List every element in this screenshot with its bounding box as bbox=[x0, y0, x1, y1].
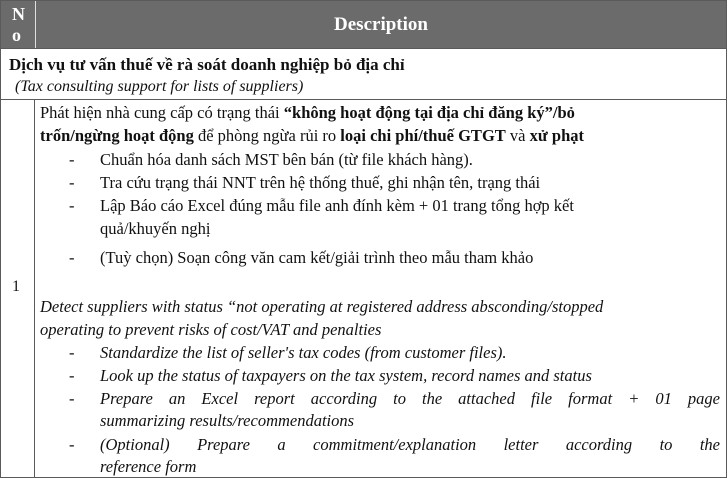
en-item-2-dash: - bbox=[69, 366, 75, 385]
en-intro-line1: Detect suppliers with status “not operating at registered address absconding/stopped bbox=[40, 297, 604, 316]
header-no-cell bbox=[1, 1, 36, 48]
section-title-en: (Tax consulting support for lists of suppliers) bbox=[15, 78, 304, 95]
vi-item-2-dash: - bbox=[69, 173, 75, 192]
row-description-cell bbox=[34, 100, 726, 477]
row-number: 1 bbox=[12, 278, 20, 295]
en-item-1-dash: - bbox=[69, 343, 75, 362]
header-no-line2: o bbox=[12, 25, 21, 45]
en-item-4-dash: - bbox=[69, 435, 75, 454]
en-item-4-cont: reference form bbox=[100, 457, 197, 476]
header-description: Description bbox=[334, 14, 428, 35]
vi-intro-and: và bbox=[505, 126, 530, 145]
vi-item-2: Tra cứu trạng thái NNT trên hệ thống thuế, ghi nhận tên, trạng thái bbox=[100, 173, 541, 192]
vi-intro-text2: để phòng ngừa rủi ro bbox=[193, 126, 341, 145]
vi-intro-status: “không hoạt động tại địa chỉ đăng ký”/bỏ bbox=[283, 103, 575, 122]
vi-item-1: Chuẩn hóa danh sách MST bên bán (từ file khách hàng). bbox=[100, 150, 473, 169]
en-item-3-cont: summarizing results/recommendations bbox=[100, 411, 355, 430]
vi-item-3: Lập Báo cáo Excel đúng mẫu file anh đính kèm + 01 trang tổng hợp kết bbox=[100, 196, 574, 215]
en-item-3-dash: - bbox=[69, 389, 75, 408]
vi-intro-penalty: xử phạt bbox=[529, 126, 584, 145]
section-title-vi: Dịch vụ tư vấn thuế về rà soát doanh nghiệp bỏ địa chỉ bbox=[9, 55, 405, 74]
vi-intro-line1 bbox=[40, 102, 575, 123]
en-item-1: Standardize the list of seller's tax codes (from customer files). bbox=[100, 343, 507, 362]
header-no-line1: N bbox=[12, 4, 25, 24]
en-item-2: Look up the status of taxpayers on the tax system, record names and status bbox=[100, 366, 592, 385]
vi-intro-line2 bbox=[40, 125, 584, 146]
vi-intro-risk: loại chi phí/thuế GTGT bbox=[340, 126, 506, 145]
table-header bbox=[1, 1, 726, 48]
en-item-4: (Optional) Prepare a commitment/explanation letter according to the bbox=[100, 435, 720, 454]
vi-item-4: (Tuỳ chọn) Soạn công văn cam kết/giải trình theo mẫu tham khảo bbox=[100, 248, 534, 267]
vi-item-1-dash: - bbox=[69, 150, 75, 169]
vi-intro-status-cont: trốn/ngừng hoạt động bbox=[40, 126, 194, 145]
section-row bbox=[1, 48, 726, 100]
en-item-3: Prepare an Excel report according to the attached file format + 01 page bbox=[100, 389, 720, 408]
vi-item-3-dash: - bbox=[69, 196, 75, 215]
vi-item-3-cont: quả/khuyến nghị bbox=[100, 219, 211, 238]
vi-item-4-dash: - bbox=[69, 248, 75, 267]
vi-intro-text: Phát hiện nhà cung cấp có trạng thái bbox=[40, 103, 284, 122]
en-intro-line2: operating to prevent risks of cost/VAT and penalties bbox=[40, 320, 382, 339]
row-number-cell bbox=[1, 100, 35, 477]
